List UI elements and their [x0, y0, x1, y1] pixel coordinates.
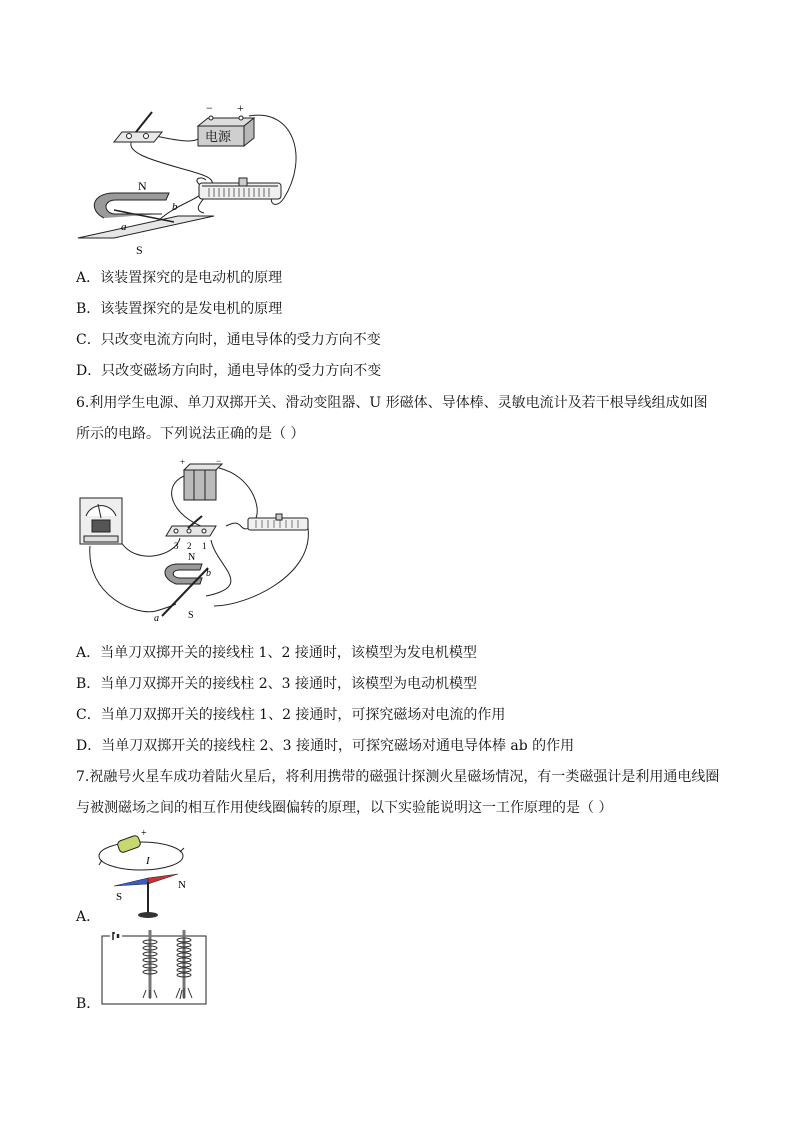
q5-option-a[interactable]: A．该装置探究的是电动机的原理	[76, 270, 283, 286]
north-label: N	[138, 179, 147, 193]
q5-option-b[interactable]: B．该装置探究的是发电机的原理	[76, 301, 283, 317]
minus-sign: −	[206, 101, 213, 115]
u-magnet-q6	[154, 552, 211, 624]
knife-switch	[114, 112, 162, 142]
q5-option-d[interactable]: D．只改变磁场方向时，通电导体的受力方向不变	[76, 363, 382, 379]
figure-circuit-q6	[76, 456, 314, 628]
figure-motor-apparatus	[74, 98, 306, 258]
terminal-2: 2	[187, 541, 192, 551]
fig-a-s-label: S	[116, 891, 123, 903]
q6-option-b[interactable]: B．当单刀双掷开关的接线柱 2、3 接通时，该模型为电动机模型	[76, 676, 478, 692]
q6-option-a[interactable]: A．当单刀双掷开关的接线柱 1、2 接通时，该模型为发电机模型	[76, 645, 477, 661]
compass-needle	[114, 874, 178, 918]
b-label: b	[172, 201, 178, 213]
q6-stem: 6.利用学生电源、单刀双掷开关、滑动变阻器、U 形磁体、导体棒、灵敏电流计及若干根导线组成如图所示的电路。下列说法正确的是（ ）	[76, 395, 708, 442]
q7-stem: 7.祝融号火星车成功着陆火星后，将利用携带的磁强计探测火星磁场情况，有一类磁强计是利用通电线圈与被测磁场之间的相互作用使线圈偏转的原理，以下实验能说明这一工作原理的是（ ）	[76, 769, 720, 816]
galvanometer	[80, 498, 122, 544]
electromagnet-right	[177, 930, 191, 998]
electromagnet-left	[143, 930, 157, 998]
figure-q7-option-a	[96, 826, 200, 922]
b-label-q6: b	[206, 568, 211, 579]
battery-minus: −	[216, 456, 222, 466]
q7-option-b[interactable]: B．	[76, 996, 101, 1012]
figure-q7-option-b	[96, 928, 212, 1010]
fig-a-n-label: N	[178, 879, 186, 891]
battery-plus: +	[180, 457, 186, 467]
battery-cell	[117, 835, 142, 854]
q7-option-a[interactable]: A．	[76, 909, 101, 925]
a-label: a	[121, 221, 127, 233]
power-supply	[198, 101, 254, 146]
terminal-1: 1	[202, 541, 207, 551]
u-magnet-platform	[78, 179, 214, 257]
current-label: I	[146, 855, 150, 867]
a-label-q6: a	[154, 613, 159, 624]
plus-sign: +	[237, 101, 244, 115]
fig-a-plus: +	[141, 828, 147, 839]
q6-option-c[interactable]: C．当单刀双掷开关的接线柱 1、2 接通时，可探究磁场对电流的作用	[76, 707, 506, 723]
south-label: S	[136, 243, 143, 257]
battery-pack	[180, 456, 222, 500]
power-label: 电源	[205, 129, 232, 144]
q6-option-d[interactable]: D．当单刀双掷开关的接线柱 2、3 接通时，可探究磁场对通电导体棒 ab 的作用	[76, 738, 575, 754]
q5-option-c[interactable]: C．只改变电流方向时，通电导体的受力方向不变	[76, 332, 381, 348]
south-label-q6: S	[188, 610, 194, 621]
rheostat	[199, 178, 281, 199]
north-label-q6: N	[188, 552, 196, 563]
terminal-3: 3	[174, 541, 179, 551]
